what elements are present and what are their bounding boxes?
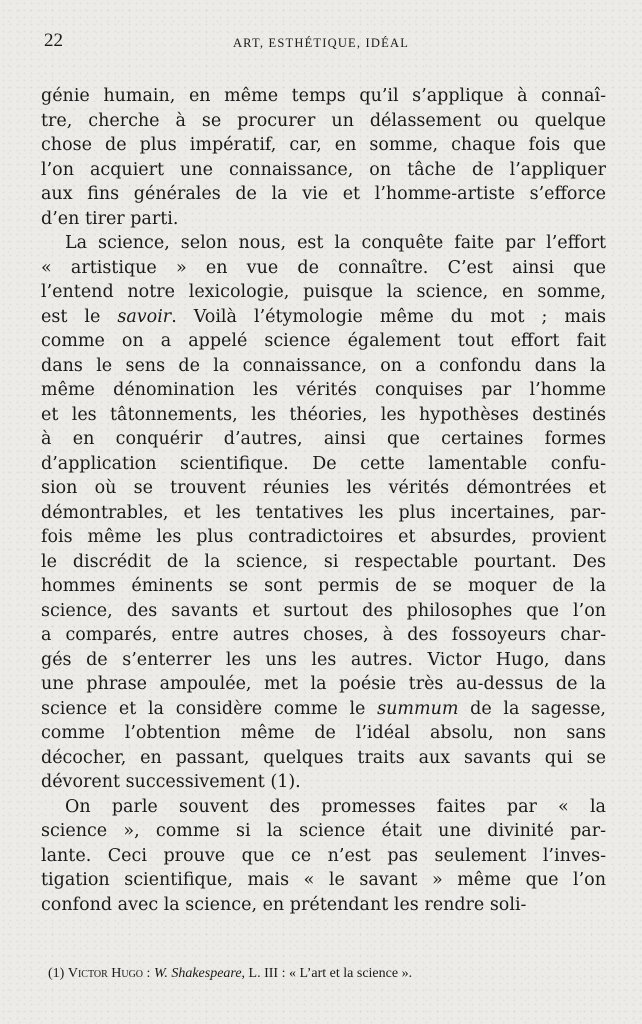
text-line: La science, selon nous, est la conquête faite par l’effort	[65, 233, 606, 253]
text-line: dans le sens de la connaissance, on a confondu dans la	[41, 355, 606, 376]
text-line: On parle souvent des promesses faites par « la	[65, 796, 606, 817]
text-run: de la sagesse,	[458, 698, 606, 719]
text-line: tre, cherche à se procurer un délassement ou quelque	[41, 110, 606, 131]
text-line: science », comme si la science était une divinité par-	[41, 821, 606, 841]
text-line: comme on a appelé science également tout effort fait	[41, 331, 606, 351]
text-run: science et la considère comme le	[41, 698, 378, 719]
text-line: dévorent successivement (1).	[41, 772, 301, 792]
footnote-work: W. Shakespeare	[153, 966, 242, 981]
text-line: et les tâtonnements, les théories, les hypothèses destinés	[41, 404, 606, 425]
text-line: lante. Ceci prouve que ce n’est pas seulement l’inves-	[41, 845, 606, 866]
text-line: science, des savants et surtout des philosophes que l’on	[41, 600, 606, 621]
text-line	[41, 697, 606, 722]
text-line: d’en tirer parti.	[41, 208, 179, 229]
text-line: a comparés, entre autres choses, à des fossoyeurs char-	[41, 625, 606, 645]
text-line: décocher, en passant, quelques traits aux savants qui se	[41, 747, 606, 768]
text-line: sion où se trouvent réunies les vérités démontrées et	[41, 478, 606, 498]
text-run: est le	[41, 306, 118, 327]
italic-term: summum	[377, 698, 459, 719]
text-line: l’entend notre lexicologie, puisque la science, en somme,	[41, 282, 606, 302]
text-run: . Voilà l’étymologie même du mot ; mais	[171, 306, 606, 327]
italic-term: savoir	[117, 306, 172, 327]
footnote-marker: (1)	[48, 966, 65, 981]
text-line: à en conquérir d’autres, ainsi que certaines formes	[41, 429, 606, 449]
text-line: comme l’obtention même de l’idéal absolu, non sans	[41, 723, 606, 743]
text-line: le discrédit de la science, si respectable pourtant. Des	[41, 551, 606, 572]
text-line: chose de plus impératif, car, en somme, chaque fois que	[41, 135, 606, 155]
text-line: démontrables, et les tentatives les plus incertaines, par-	[41, 502, 606, 523]
footnote-rest: , L. III : « L’art et la science ».	[241, 966, 413, 981]
running-title: ART, ESTHÉTIQUE, IDÉAL	[232, 36, 410, 50]
text-line: d’application scientifique. De cette lamentable confu-	[41, 453, 606, 474]
text-line: « artistique » en vue de connaître. C’est ainsi que	[41, 257, 606, 278]
footnote-author: Victor Hugo	[67, 966, 144, 981]
footnote	[48, 966, 598, 982]
body-text	[41, 84, 606, 917]
text-line: tigation scientifique, mais « le savant » même que l’on	[41, 870, 606, 890]
text-line: l’on acquiert une connaissance, on tâche de l’appliquer	[41, 159, 606, 180]
text-line: même dénomination les vérités conquises par l’homme	[41, 380, 606, 400]
text-line: hommes éminents se sont permis de se moquer de la	[41, 576, 606, 596]
text-line: génie humain, en même temps qu’il s’applique à connaî-	[41, 86, 606, 106]
text-line	[41, 305, 606, 330]
text-line: fois même les plus contradictoires et absurdes, provient	[41, 527, 606, 547]
page-number: 22	[44, 30, 63, 51]
text-line: gés de s’enterrer les uns les autres. Victor Hugo, dans	[41, 649, 606, 670]
text-line: aux fins générales de la vie et l’homme-artiste s’efforce	[41, 184, 606, 204]
text-line: une phrase ampoulée, met la poésie très au-dessus de la	[41, 674, 606, 694]
page-header	[44, 30, 598, 54]
text-line: confond avec la science, en prétendant les rendre soli-	[41, 894, 527, 915]
footnote-separator: :	[143, 966, 154, 981]
